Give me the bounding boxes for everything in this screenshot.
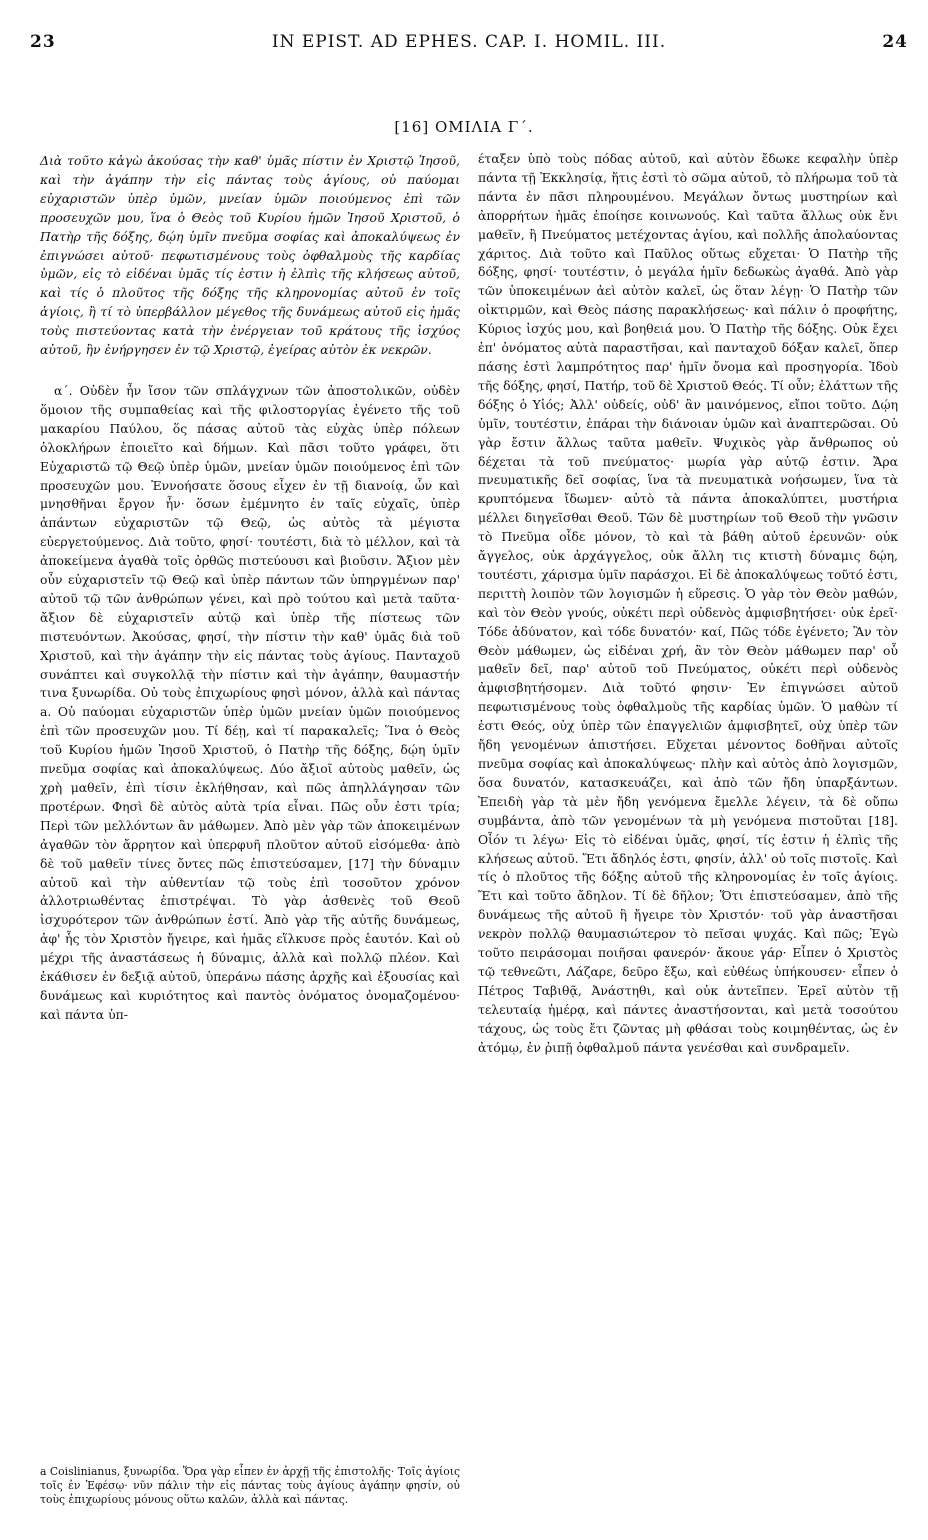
homily-title: [16] ΟΜΙΛΙΑ Γ΄.: [394, 118, 534, 136]
left-column: [40, 152, 460, 1025]
right-column: [478, 150, 898, 1058]
commentary-continuation: έταξεν ὑπὸ τοὺς πόδας αὐτοῦ, καὶ αὐτὸν ἔδωκε κεφαλὴν ὑπὲρ πάντα τῇ Ἐκκλησίᾳ, ἥτις ἐστὶ τὸ σῶμα αὐτοῦ, τὸ πλήρωμα τοῦ τὰ πάντα ἐν πᾶσι πληρουμένου. Μεγάλων ὄντως μυστηρίων καὶ ἀπορρήτων ἡμᾶς ἐποίησε κοινωνούς. Καὶ ταῦτα ἄλλως οὐκ ἔνι μαθεῖν, ἢ Πνεύματος μετέχοντας ἁγίου, καὶ πολλῆς ἀπολαύοντας χάριτος. Διὰ τοῦτο καὶ Παῦλος οὕτως εὔχεται· Ὁ Πατὴρ τῆς δόξης, φησί· τουτέστιν, ὁ μεγάλα ἡμῖν δεδωκὼς ἀγαθά. Ἀπὸ γὰρ τῶν ὑποκειμένων ἀεὶ αὐτὸν καλεῖ, ὡς ὅταν λέγῃ· Ὁ Πατὴρ τῶν οἰκτιρμῶν, καὶ Θεὸς πάσης παρακλήσεως· καὶ πάλιν ὁ προφήτης, Κύριος ἰσχύς μου, καὶ βοηθειά μου. Ὁ Πατὴρ τῆς δόξης. Οὐκ ἔχει ἐπ' ὀνόματος αὐτὰ παραστῆσαι, καὶ πανταχοῦ δόξαν καλεῖ, ὅπερ πάσης ἐστὶ λαμπρότητος παρ' ἡμῖν ὄνομα καὶ προσηγορία. Ἰδοὺ τῆς δόξης, φησί, Πατήρ, τοῦ δὲ Χριστοῦ Θεός. Τί οὖν; ἐλάττων τῆς δόξης ὁ Υἱός; Ἀλλ' οὐδείς, οὐδ' ἂν μαινόμενος, εἴποι τοῦτο. Δῴη ὑμῖν, τουτέστιν, ἐπάραι τὴν διάνοιαν ὑμῶν καὶ ἀναπτερῶσαι. Οὐ γὰρ ἔστιν ἄλλως ταῦτα μαθεῖν. Ψυχικὸς γὰρ ἄνθρωπος οὐ δέχεται τὰ τοῦ πνεύματος· μωρία γὰρ αὐτῷ ἐστιν. Ἄρα πνευματικῆς δεῖ σοφίας, ἵνα τὰ πνευματικὰ νοήσωμεν, ἵνα τὰ κρυπτόμενα ἴδωμεν· αὐτὸ τὰ πάντα ἀποκαλύπτει, μυστήρια μέλλει διηγεῖσθαι Θεοῦ. Τῶν δὲ μυστηρίων τοῦ Θεοῦ τὴν γνῶσιν τὸ Πνεῦμα οἶδε μόνον, τὸ καὶ τὰ βάθη αὐτοῦ ἐρευνῶν· οὐκ ἄγγελος, οὐκ ἀρχάγγελος, οὐκ ἄλλη τις κτιστὴ δύναμις δῴη, τουτέστι, χάρισμα ὑμῖν παράσχοι. Εἰ δὲ ἀποκαλύψεως τοῦτό ἐστι, περιττὴ λοιπὸν τῶν λογισμῶν ἡ εὕρεσις. Ὁ γὰρ τὸν Θεὸν μαθών, καὶ τὸν Θεὸν γνούς, οὐκέτι περὶ οὐδενὸς ἀμφισβητήσει· οὐκ ἐρεῖ· Τόδε ἀδύνατον, καὶ τόδε δυνατόν· καί, Πῶς τόδε ἐγένετο; Ἂν τὸν Θεὸν μάθωμεν, ὡς εἰδέναι χρή, ἂν τὸν Θεὸν μάθωμεν παρ' οὗ μαθεῖν δεῖ, παρ' αὐτοῦ τοῦ Πνεύματος, οὐκέτι περὶ οὐδενὸς ἀμφισβητήσομεν. Διὰ τοῦτό φησιν· Ἐν ἐπιγνώσει αὐτοῦ πεφωτισμένους τοὺς ὀφθαλμοὺς τῆς καρδίας ὑμῶν. Ὁ μαθὼν τί ἐστι Θεός, οὐχ ὑπὲρ τῶν ἐπαγγελιῶν ἀμφισβητεῖ, οὐχ ὑπὲρ τῶν ἤδη γενομένων ἀπιστήσει. Εὔχεται μένοντος δοθῆναι αὐτοῖς πνεῦμα σοφίας καὶ ἀποκαλύψεως· πλὴν καὶ αὐτὸς ἀπὸ λογισμῶν, ὅσα δυνατόν, κατασκευάζει, καὶ ἀπὸ τῶν ἤδη ὑπαρξάντων. Ἐπειδὴ γὰρ τὰ μὲν ἤδη γενόμενα ἔμελλε λέγειν, τὰ δὲ οὔπω συμβάντα, ἀπὸ τῶν γενομένων τὰ μὴ γενόμενα πιστοῦται [18]. Οἷόν τι λέγω· Εἰς τὸ εἰδέναι ὑμᾶς, φησί, τίς ἐστιν ἡ ἐλπὶς τῆς κλήσεως αὐτοῦ. Ἔτι ἄδηλός ἐστι, φησίν, ἀλλ' οὐ τοῖς πιστοῖς. Καὶ τίς ὁ πλοῦτος τῆς δόξης αὐτοῦ τῆς κληρονομίας ἐν τοῖς ἁγίοις. Ἔτι καὶ τοῦτο ἄδηλον. Τί δὲ δῆλον; Ὅτι ἐπιστεύσαμεν, ἀπὸ τῆς δυνάμεως τῆς αὐτοῦ ἣ ἤγειρε τὸν Χριστόν· τοῦ γὰρ ἀναστῆσαι νεκρὸν πολλῷ θαυμασιώτερον τὸ πεῖσαι ψυχάς. Καὶ πῶς; Ἐγὼ τοῦτο πειράσομαι ποιῆσαι φανερόν· ἄκουε γάρ· Εἶπεν ὁ Χριστὸς τῷ τεθνεῶτι, Λάζαρε, δεῦρο ἔξω, καὶ εὐθέως ὑπήκουσεν· εἶπεν ὁ Πέτρος Ταβιθᾷ, Ἀνάστηθι, καὶ οὐκ ἀντεῖπεν. Ἐρεῖ αὐτὸν τῇ τελευταίᾳ ἡμέρᾳ, καὶ πάντες ἀναστήσονται, καὶ μετὰ τοσούτου τάχους, ὡς τοὺς ἔτι ζῶντας μὴ φθάσαι τοὺς κοιμηθέντας, ὡς ἐν ἀτόμῳ, ἐν ῥιπῇ ὀφθαλμοῦ πάντα γενέσθαι καὶ συνδραμεῖν.: [478, 151, 899, 1055]
page-number-left: 23: [30, 32, 56, 52]
commentary-paragraph: α΄. Οὐδὲν ἦν ἴσον τῶν σπλάγχνων τῶν ἀποστολικῶν, οὐδὲν ὅμοιον τῆς συμπαθείας καὶ τῆς φιλοστοργίας ἐγένετο τῆς τοῦ μακαρίου Παύλου, ὅς πάσας αὐτοῦ τὰς εὐχὰς ὑπὲρ πόλεων ὁλοκλήρων ἐποιεῖτο καὶ δήμων. Καὶ πᾶσι τοῦτο γράφει, ὅτι Εὐχαριστῶ τῷ Θεῷ ὑπὲρ ὑμῶν, μνείαν ὑμῶν ποιούμενος ἐπὶ τῶν προσευχῶν μου. Ἐννοήσατε ὅσους εἶχεν ἐν τῇ διανοίᾳ, ὧν καὶ μνησθῆναι ἔργον ἦν· ὅσων ἐμέμνητο ἐν ταῖς εὐχαῖς, ὑπὲρ ἁπάντων εὐχαριστῶν τῷ Θεῷ, ὡς αὐτὸς τὰ μέγιστα εὐεργετούμενος. Διὰ τοῦτο, φησί· τουτέστι, διὰ τὸ μέλλον, καὶ τὰ ἀποκείμενα ἀγαθὰ τοῖς ὀρθῶς πιστεύουσι καὶ βιοῦσιν. Ἄξιον μὲν οὖν εὐχαριστεῖν τῷ Θεῷ καὶ ὑπὲρ πάντων τῶν ὑπηργμένων παρ' αὐτοῦ τῷ τῶν ἀνθρώπων γένει, καὶ πρὸ τούτου καὶ μετὰ ταῦτα· ἄξιον δὲ εὐχαριστεῖν αὐτῷ καὶ ὑπὲρ τῆς πίστεως τῶν πιστευόντων. Ἀκούσας, φησί, τὴν πίστιν τὴν καθ' ὑμᾶς διὰ τοῦ Χριστοῦ, καὶ τὴν ἀγάπην τὴν εἰς πάντας τοὺς ἁγίους. Πανταχοῦ συνάπτει καὶ συγκολλᾷ τὴν πίστιν καὶ τὴν ἀγάπην, θαυμαστήν τινα ξυνωρίδα. Οὐ τοὺς ἐπιχωρίους φησὶ μόνον, ἀλλὰ καὶ πάντας a. Οὐ παύομαι εὐχαριστῶν ὑπὲρ ὑμῶν μνείαν ὑμῶν ποιούμενος ἐπὶ τῶν προσευχῶν μου. Τί δέῃ, καὶ τί παρακαλεῖς; Ἵνα ὁ Θεὸς τοῦ Κυρίου ἡμῶν Ἰησοῦ Χριστοῦ, ὁ Πατὴρ τῆς δόξης, δῴη ὑμῖν πνεῦμα σοφίας καὶ ἀποκαλύψεως. Δύο ἄξιοῖ αὐτοὺς μαθεῖν, ὡς χρὴ μαθεῖν, ἐπὶ τίσιν ἐκλήθησαν, καὶ πῶς ἀπηλλάγησαν τῶν προτέρων. Φησὶ δὲ αὐτὸς αὐτὰ τρία εἶναι. Πῶς οὖν ἐστι τρία; Περὶ τῶν μελλόντων ἂν μάθωμεν. Ἀπὸ μὲν γὰρ τῶν ἀποκειμένων ἀγαθῶν τὸν ἄρρητον καὶ ὑπερφυῆ πλοῦτον αὐτοῦ εἰσόμεθα· ἀπὸ δὲ τοῦ μαθεῖν τίνες ὄντες πῶς ἐπιστεύσαμεν, [17] τὴν δύναμιν αὐτοῦ καὶ τὴν αὐθεντίαν τῷ τοὺς ἐπὶ τοσοῦτον χρόνον ἀλλοτριωθέντας ἐπιστρέψαι. Τὸ γὰρ ἀσθενὲς τοῦ Θεοῦ ἰσχυρότερον τῶν ἀνθρώπων ἐστί. Ἀπὸ γὰρ τῆς αὐτῆς δυνάμεως, ἀφ' ἧς τὸν Χριστὸν ἤγειρε, καὶ ἡμᾶς εἵλκυσε πρὸς ἑαυτόν. Καὶ οὐ μέχρι τῆς ἀναστάσεως ἡ δύναμις, ἀλλὰ καὶ πολλῷ πλέον. Καὶ ἐκάθισεν ἐν δεξιᾷ αὐτοῦ, ὑπεράνω πάσης ἀρχῆς καὶ ἐξουσίας καὶ δυνάμεως καὶ κυριότητος καὶ παντὸς ὀνόματος ὀνομαζομένου· καὶ πάντα ὑπ-: [40, 382, 460, 1022]
running-title: IN EPIST. AD EPHES. CAP. I. HOMIL. III.: [271, 32, 667, 52]
scripture-lemma: Διὰ τοῦτο κἀγὼ ἀκούσας τὴν καθ' ὑμᾶς πίστιν ἐν Χριστῷ Ἰησοῦ, καὶ τὴν ἀγάπην τὴν εἰς πάντας τοὺς ἁγίους, οὐ παύομαι εὐχαριστῶν ὑπὲρ ὑμῶν, μνείαν ὑμῶν ποιούμενος ἐπὶ τῶν προσευχῶν μου, ἵνα ὁ Θεὸς τοῦ Κυρίου ἡμῶν Ἰησοῦ Χριστοῦ, ὁ Πατὴρ τῆς δόξης, δῴη ὑμῖν πνεῦμα σοφίας καὶ ἀποκαλύψεως ἐν ἐπιγνώσει αὐτοῦ· πεφωτισμένους τοὺς ὀφθαλμοὺς τῆς καρδίας ὑμῶν, εἰς τὸ εἰδέναι ὑμᾶς τίς ἐστιν ἡ ἐλπὶς τῆς κλήσεως αὐτοῦ, καὶ τίς ὁ πλοῦτος τῆς δόξης τῆς κληρονομίας αὐτοῦ ἐν τοῖς ἁγίοις, ἢ τί τὸ ὑπερβάλλον μέγεθος τῆς δυνάμεως αὐτοῦ εἰς ἡμᾶς τοὺς πιστεύοντας κατὰ τὴν ἐνέργειαν τοῦ κράτους τῆς ἰσχύος αὐτοῦ, ἣν ἐνήργησεν ἐν τῷ Χριστῷ, ἐγείρας αὐτὸν ἐκ νεκρῶν.: [40, 153, 460, 358]
page-number-right: 24: [882, 32, 908, 52]
running-header: [30, 32, 908, 54]
footnote: a Coislinianus, ξυνωρίδα. Ὅρα γὰρ εἶπεν ἐν ἀρχῇ τῆς ἐπιστολῆς· Τοῖς ἁγίοις τοῖς ἐν Ἐφέσῳ· νῦν πάλιν τὴν εἰς πάντας τοὺς ἁγίους ἀγάπην φησίν, οὐ τοὺς ἐπιχωρίους μόνους οὕτω καλῶν, ἀλλὰ καὶ πάντας.: [40, 1465, 460, 1506]
